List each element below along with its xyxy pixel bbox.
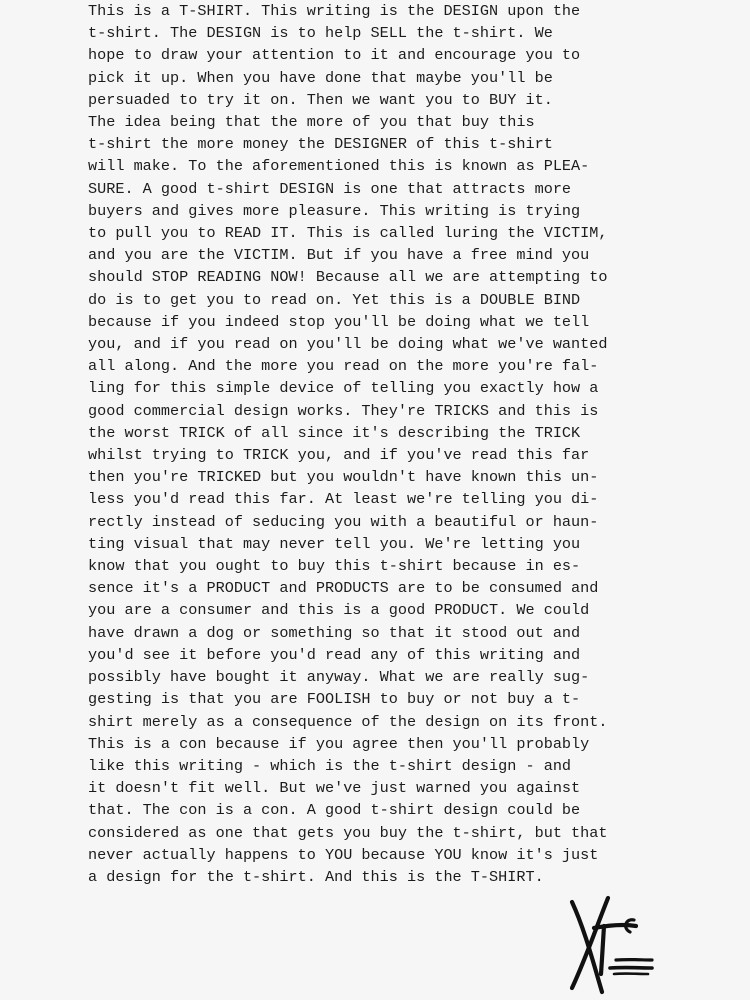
- text-line: all along. And the more you read on the more you're fal-: [88, 357, 599, 376]
- text-line: less you'd read this far. At least we're telling you di-: [88, 490, 599, 509]
- text-line: should STOP READING NOW! Because all we are attempting to: [88, 268, 608, 287]
- text-line: whilst trying to TRICK you, and if you've read this far: [88, 446, 590, 465]
- text-line: and you are the VICTIM. But if you have a free mind you: [88, 246, 590, 265]
- text-line: to pull you to READ IT. This is called luring the VICTIM,: [88, 224, 608, 243]
- text-line: shirt merely as a consequence of the design on its front.: [88, 712, 608, 731]
- xtc-signature-logo: [562, 888, 658, 1000]
- text-line: know that you ought to buy this t-shirt because in es-: [88, 557, 581, 576]
- text-line: pick it up. When you have done that maybe you'll be: [88, 68, 553, 87]
- text-line: you'd see it before you'd read any of this writing and: [88, 645, 581, 664]
- text-line: then you're TRICKED but you wouldn't have known this un-: [88, 468, 599, 487]
- text-line: you, and if you read on you'll be doing what we've wanted: [88, 335, 608, 354]
- text-line: you are a consumer and this is a good PRODUCT. We could: [88, 601, 590, 620]
- text-line: SURE. A good t-shirt DESIGN is one that attracts more: [88, 179, 572, 198]
- text-line: rectly instead of seducing you with a beautiful or haun-: [88, 512, 599, 531]
- text-line: ting visual that may never tell you. We're letting you: [88, 534, 581, 553]
- text-line: because if you indeed stop you'll be doing what we tell: [88, 312, 590, 331]
- text-line: This is a con because if you agree then you'll probably: [88, 734, 590, 753]
- text-line: like this writing - which is the t-shirt design - and: [88, 756, 572, 775]
- text-line: t-shirt the more money the DESIGNER of this t-shirt: [88, 135, 553, 154]
- text-line: possibly have bought it anyway. What we are really sug-: [88, 668, 590, 687]
- text-line: do is to get you to read on. Yet this is a DOUBLE BIND: [88, 290, 581, 309]
- text-line: good commercial design works. They're TRICKS and this is: [88, 401, 599, 420]
- tshirt-design-text: [88, 0, 688, 888]
- text-line: hope to draw your attention to it and encourage you to: [88, 46, 581, 65]
- text-line: a design for the t-shirt. And this is the T-SHIRT.: [88, 867, 544, 886]
- text-line: that. The con is a con. A good t-shirt design could be: [88, 801, 581, 820]
- text-line: buyers and gives more pleasure. This writing is trying: [88, 201, 581, 220]
- text-line: gesting is that you are FOOLISH to buy or not buy a t-: [88, 690, 581, 709]
- text-line: The idea being that the more of you that buy this: [88, 113, 535, 132]
- text-line: considered as one that gets you buy the t-shirt, but that: [88, 823, 608, 842]
- text-line: it doesn't fit well. But we've just warned you against: [88, 779, 581, 798]
- text-line: sence it's a PRODUCT and PRODUCTS are to be consumed and: [88, 579, 599, 598]
- text-line: t-shirt. The DESIGN is to help SELL the t-shirt. We: [88, 24, 553, 43]
- text-line: This is a T-SHIRT. This writing is the DESIGN upon the: [88, 2, 581, 20]
- text-line: have drawn a dog or something so that it stood out and: [88, 623, 581, 642]
- text-line: ling for this simple device of telling you exactly how a: [88, 379, 599, 398]
- text-line: never actually happens to YOU because YOU know it's just: [88, 845, 599, 864]
- text-line: persuaded to try it on. Then we want you to BUY it.: [88, 90, 553, 109]
- text-line: will make. To the aforementioned this is known as PLEA-: [88, 157, 590, 176]
- text-line: the worst TRICK of all since it's describing the TRICK: [88, 423, 581, 442]
